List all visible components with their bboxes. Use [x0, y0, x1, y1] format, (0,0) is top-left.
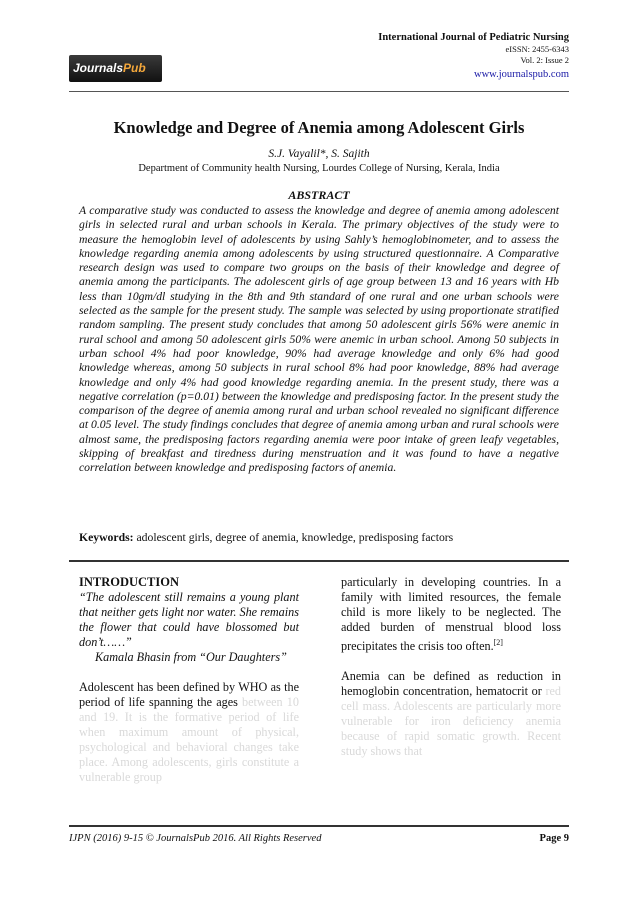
volume-issue: Vol. 2: Issue 2 [520, 55, 569, 65]
intro-paragraph [79, 680, 299, 785]
right-paragraph-2-faded-text: red cell mass. Adolescents are particularly more vulnerable for iron deficiency anemia because of rapid somatic growth. Recent study shows that [341, 684, 562, 759]
article-authors: S.J. Vayalil*, S. Sajith [268, 148, 370, 160]
right-column [341, 575, 561, 759]
epigraph-attribution: Kamala Bhasin from “Our Daughters” [95, 650, 287, 664]
logo-word-pub: Pub [123, 61, 146, 75]
header-divider [69, 91, 569, 92]
abstract-heading: ABSTRACT [288, 188, 350, 202]
footer-divider [69, 825, 569, 827]
journal-info [378, 31, 569, 82]
article-title: Knowledge and Degree of Anemia among Adolescent Girls [113, 118, 525, 137]
section-divider [69, 560, 569, 562]
left-column [79, 575, 299, 785]
keywords [79, 531, 559, 545]
footer-citation: IJPN (2016) 9-15 © JournalsPub 2016. All Rights Reserved [69, 833, 322, 844]
epigraph-quote: “The adolescent still remains a young plant that neither gets light nor water. She remains the flower that could have blossomed but don’t……” [79, 590, 299, 649]
right-paragraph-1 [341, 575, 561, 654]
citation-ref-2[interactable]: [2] [493, 638, 503, 647]
right-paragraph-2 [341, 669, 561, 759]
journal-website-link[interactable]: www.journalspub.com [474, 69, 569, 80]
intro-paragraph-faded-text: between 10 and 19. It is the formative period of life when maximum amount of physical, psychological and behavioral changes take place. Among adolescents, girls constitute a vulnerable group [79, 695, 299, 784]
keywords-list: adolescent girls, degree of anemia, knowledge, predisposing factors [136, 531, 454, 544]
intro-paragraph-text: Adolescent has been defined by WHO as the period of life spanning the ages [79, 680, 299, 709]
keywords-label: Keywords: [79, 531, 134, 544]
logo-word-journals: Journals [73, 61, 124, 75]
right-paragraph-2-text: Anemia can be defined as reduction in hemoglobin concentration, hematocrit or [341, 669, 561, 699]
right-paragraph-1-text: particularly in developing countries. In a family with limited resources, the female child is more likely to be neglected. The added burden of menstrual blood loss precipitates the crisis too often. [341, 575, 561, 654]
journalspub-logo [69, 55, 162, 82]
eissn: eISSN: 2455-6343 [505, 44, 569, 54]
abstract-text: A comparative study was conducted to assess the knowledge and degree of anemia among adolescent girls in selected rural and urban schools in Kerala. The primary objectives of the study were to measure the hemoglobin level of adolescents by using Sahly’s hemoglobinometer, and to assess the knowledge regarding anemia among adolescents by using structured questionnaire. A Comparative research design was used to compare two groups on the basis of their knowledge and degree of anemia among the participants. The adolescent girls of age group between 13 and 16 years with Hb less than 10gm/dl studying in the 8th and 9th standard of one rural and one urban schools were selected as the sample for the present study. The sample was selected by using proportionate stratified random sampling. The present study concludes that among 50 adolescent girls 56% were anemic in rural school and among 50 adolescent girls 50% were anemic in urban school. Among 50 subjects in urban school 4% had poor knowledge, 90% had average knowledge and only 6% had good knowledge whereas, among 50 subjects in rural school 8% had poor knowledge, 88% had average knowledge and only 4% had good knowledge regarding anemia. In the present study, there was a negative correlation (p=0.01) between the knowledge and predisposing factor. In the present study the comparison of the degree of anemia among rural and urban school revealed no significant difference at 0.05 level. The study findings concludes that degree of anemia among urban and rural schools were almost same, the predisposing factors regarding anemia were poor intake of green leafy vegetables, skipping of breakfast and tiredness during menstruation and it was found to have a negative correlation between knowledge and predisposing factors of anemia. [79, 204, 559, 475]
page-number: Page 9 [539, 833, 569, 844]
introduction-heading: INTRODUCTION [79, 575, 180, 589]
author-affiliation: Department of Community health Nursing, Lourdes College of Nursing, Kerala, India [138, 163, 500, 174]
journal-name: International Journal of Pediatric Nursing [378, 32, 569, 43]
